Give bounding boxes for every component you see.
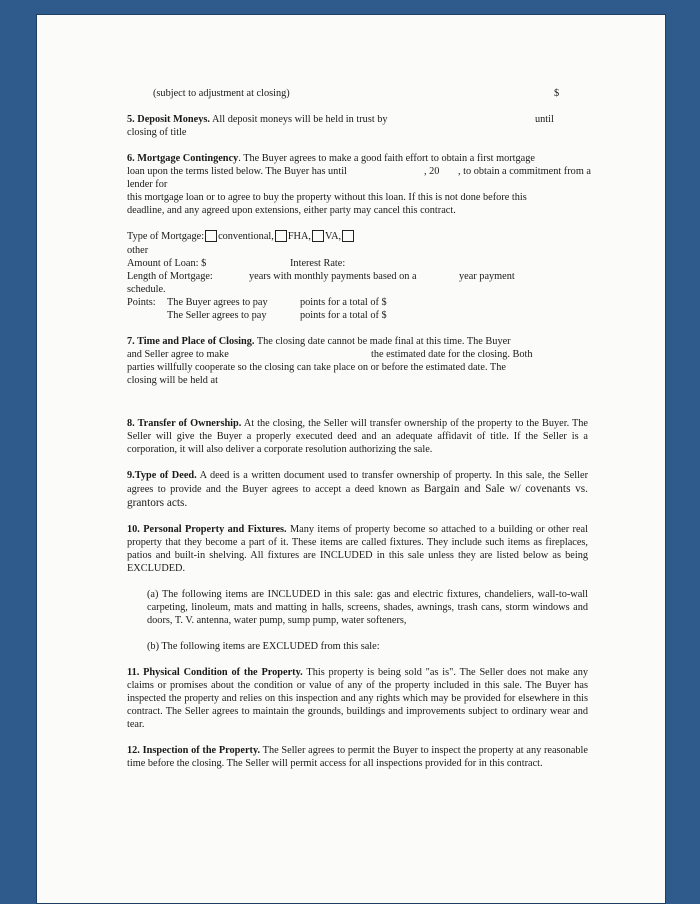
seller-points-row (127, 309, 588, 322)
points-label: Points: (127, 297, 156, 308)
mortgage-year[interactable]: , 20 (424, 166, 440, 177)
mortgage-line2a: loan upon the terms listed below. The Buyer has until (127, 166, 347, 177)
mortgage-type-row (127, 230, 588, 244)
section-mortgage-contingency (127, 152, 591, 217)
closing-line3: parties willfully cooperate so the closing can take place on or before the estimated date. The (127, 362, 506, 373)
buyer-points-total[interactable]: points for a total of $ (300, 297, 387, 308)
deposit-text: All deposit moneys will be held in trust by (209, 114, 388, 125)
condition-heading: 11. Physical Condition of the Property. (127, 667, 303, 678)
conventional-label: conventional, (218, 231, 274, 242)
mortgage-heading: 6. Mortgage Contingency (127, 153, 239, 164)
fixtures-included: (a) The following items are INCLUDED in this sale: gas and electric fixtures, chandeliers, wall-to-wall carpeting, linoleum, mats and matting in halls, screens, shades, awnings, trash cans, storm windows and doors, T. V. antenna, water pump, sump pump, water softeners, (147, 589, 588, 626)
section-closing (127, 335, 588, 387)
inspection-heading: 12. Inspection of the Property. (127, 745, 261, 756)
fixtures-heading: 10. Personal Property and Fixtures. (127, 524, 287, 535)
section-inspection (127, 744, 588, 770)
inspection-text: The Seller agrees to permit the Buyer to inspect the property at any reasonable time before the closing. The Seller will permit access for all inspections provided for in this contract. (127, 745, 588, 769)
loan-length-years: years with monthly payments based on a (249, 271, 417, 282)
adjustment-label: (subject to adjustment at closing) (153, 88, 290, 99)
deed-type: Bargain and Sale w/ covenants vs. grantors acts. (127, 483, 589, 509)
deposit-until: until (535, 114, 554, 125)
closing-line2b: the estimated date for the closing. Both (371, 349, 533, 360)
closing-line1: The closing date cannot be made final at this time. The Buyer (254, 336, 511, 347)
seller-points-text: The Seller agrees to pay (167, 310, 267, 321)
interest-rate-field[interactable]: Interest Rate: (290, 258, 346, 269)
buyer-points-row (127, 296, 588, 309)
mortgage-line3: lender for (127, 179, 168, 190)
section-deposit-moneys (127, 113, 588, 139)
loan-payment-years: year payment (459, 271, 515, 282)
seller-points-total[interactable]: points for a total of $ (300, 310, 387, 321)
closing-line4: closing will be held at (127, 375, 218, 386)
loan-length-label: Length of Mortgage: (127, 271, 213, 282)
loan-amount-row (127, 257, 588, 270)
condition-text: This property is being sold "as is". The Seller does not make any claims or promises about the condition or value of any of the property included in this sale. The Buyer has inspected the property and relies on this inspection and any rights which may be provided for elsewhere in this contract. The Seller agrees to maintain the grounds, buildings and improvements subject to ordinary wear and tear. (127, 667, 588, 730)
conventional-checkbox[interactable] (205, 230, 217, 242)
buyer-points-text: The Buyer agrees to pay (167, 297, 268, 308)
fha-label: FHA, (287, 231, 312, 242)
mortgage-line1: . The Buyer agrees to make a good faith effort to obtain a first mortgage (238, 153, 535, 164)
loan-schedule: schedule. (127, 284, 166, 295)
closing-heading: 7. Time and Place of Closing. (127, 336, 255, 347)
loan-amount-field[interactable]: Amount of Loan: $ (127, 258, 207, 269)
deed-heading: 9.Type of Deed. (127, 470, 197, 481)
va-label: VA, (325, 231, 342, 242)
deposit-closing: closing of title (127, 127, 187, 138)
mortgage-line4: this mortgage loan or to agree to buy the property without this loan. If this is not done before this (127, 192, 527, 203)
deed-text: A deed is a written document used to transfer ownership of property. In this sale, the Seller agrees to provide and the Buyer agrees to accept a deed known as (127, 470, 588, 495)
other-label: other (127, 245, 149, 256)
document-page (36, 14, 666, 904)
adjustment-line (127, 87, 588, 100)
mortgage-line5: deadline, and any agreed upon extensions, either party may cancel this contract. (127, 205, 456, 216)
mortgage-type-label: Type of Mortgage: (127, 231, 205, 242)
section-deed (127, 469, 588, 510)
loan-length-row (127, 270, 588, 283)
fixtures-text: Many items of property become so attached to a building or other real property that they become a part of it. These items are called fixtures. They include such items as fireplaces, patios and built-in shelving. All fixtures are INCLUDED in this sale unless they are listed below as being EXCLUDED. (127, 524, 588, 574)
contract-body (127, 87, 591, 783)
transfer-heading: 8. Transfer of Ownership. (127, 418, 242, 429)
fixtures-excluded: (b) The following items are EXCLUDED from this sale: (147, 641, 380, 652)
other-checkbox[interactable] (342, 230, 354, 242)
section-fixtures (127, 523, 588, 575)
deposit-heading: 5. Deposit Moneys. (127, 114, 210, 125)
mortgage-line2c: , to obtain a commitment from a (458, 166, 591, 177)
fha-checkbox[interactable] (275, 230, 287, 242)
closing-line2a: and Seller agree to make (127, 349, 229, 360)
va-checkbox[interactable] (312, 230, 324, 242)
section-transfer (127, 417, 588, 456)
loan-terms (127, 230, 588, 322)
transfer-text: At the closing, the Seller will transfer ownership of the property to the Buyer. The Seller will give the Buyer a properly executed deed and an adequate affidavit of title. If the Seller is a corporation, it will also deliver a corporate resolution authorizing the sale. (127, 418, 588, 455)
adjustment-amount-field[interactable]: $ (554, 88, 560, 99)
section-condition (127, 666, 588, 731)
